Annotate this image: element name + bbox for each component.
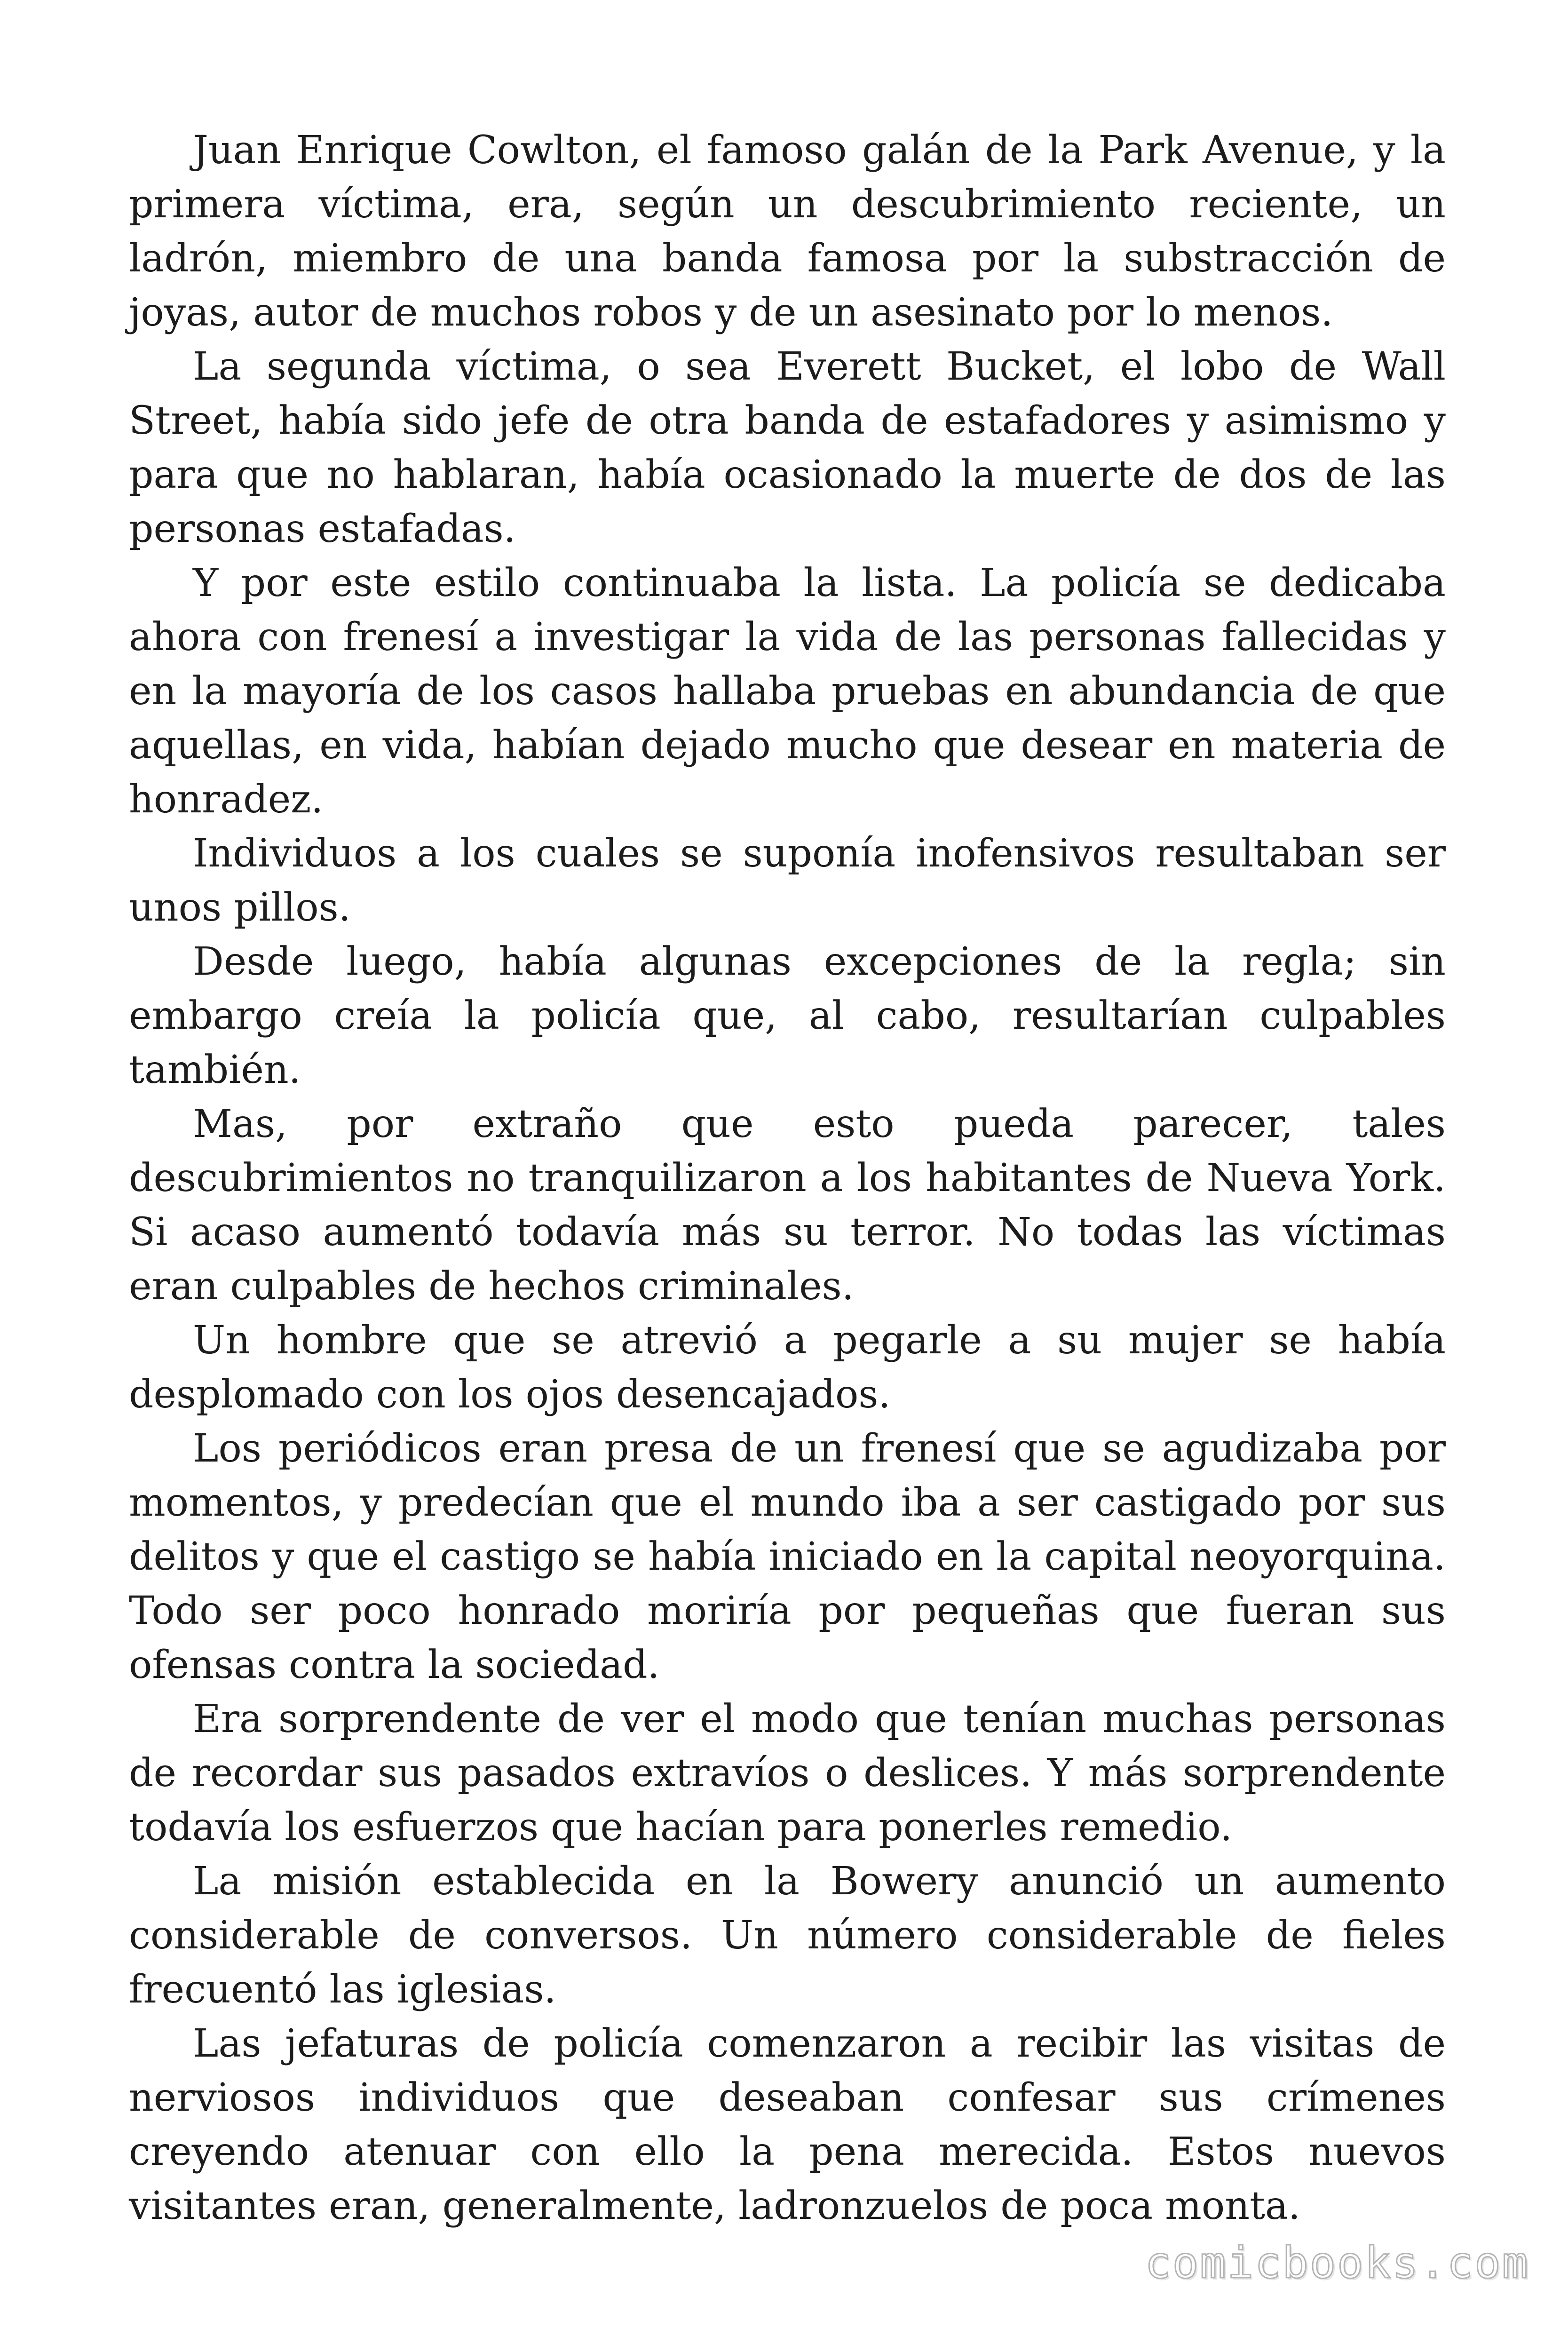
- watermark: comicbooks.com: [1145, 2238, 1529, 2288]
- paragraph: La segunda víctima, o sea Everett Bucket, el lobo de Wall Street, había sido jefe de otra banda de estafadores y asimismo y para que no hablaran, había ocasionado la muerte de dos de las personas estafadas.: [129, 344, 1446, 551]
- paragraph: Individuos a los cuales se suponía inofensivos resultaban ser unos pillos.: [129, 831, 1446, 930]
- paragraph: Los periódicos eran presa de un frenesí que se agudizaba por momentos, y predecían que el mundo iba a ser castigado por sus delitos y que el castigo se había iniciado en la capital neoyorquina. Todo ser poco honrado moriría por pequeñas que fueran sus ofensas contra la sociedad.: [129, 1426, 1446, 1687]
- paragraph: La misión establecida en la Bowery anunció un aumento considerable de conversos. Un número considerable de fieles frecuentó las iglesias.: [129, 1859, 1446, 2012]
- paragraph: Y por este estilo continuaba la lista. La policía se dedicaba ahora con frenesí a investigar la vida de las personas fallecidas y en la mayoría de los casos hallaba pruebas en abundancia de que aquellas, en vida, habían dejado mucho que desear en materia de honradez.: [129, 561, 1446, 822]
- paragraph: Un hombre que se atrevió a pegarle a su mujer se había desplomado con los ojos desencajados.: [129, 1318, 1446, 1417]
- paragraph: Juan Enrique Cowlton, el famoso galán de la Park Avenue, y la primera víctima, era, según un descubrimiento reciente, un ladrón, miembro de una banda famosa por la substracción de joyas, autor de muchos robos y de un asesinato por lo menos.: [129, 128, 1446, 335]
- paragraph: Desde luego, había algunas excepciones de la regla; sin embargo creía la policía que, al cabo, resultarían culpables también.: [129, 939, 1446, 1092]
- body-text: [129, 123, 1446, 2233]
- paragraph: Mas, por extraño que esto pueda parecer, tales descubrimientos no tranquilizaron a los habitantes de Nueva York. Si acaso aumentó todavía más su terror. No todas las víctimas eran culpables de hechos criminales.: [129, 1102, 1446, 1309]
- paragraph: Era sorprendente de ver el modo que tenían muchas personas de recordar sus pasados extravíos o deslices. Y más sorprendente todavía los esfuerzos que hacían para ponerles remedio.: [129, 1697, 1446, 1850]
- paragraph: Las jefaturas de policía comenzaron a recibir las visitas de nerviosos individuos que deseaban confesar sus crímenes creyendo atenuar con ello la pena merecida. Estos nuevos visitantes eran, generalmente, ladronzuelos de poca monta.: [129, 2021, 1446, 2228]
